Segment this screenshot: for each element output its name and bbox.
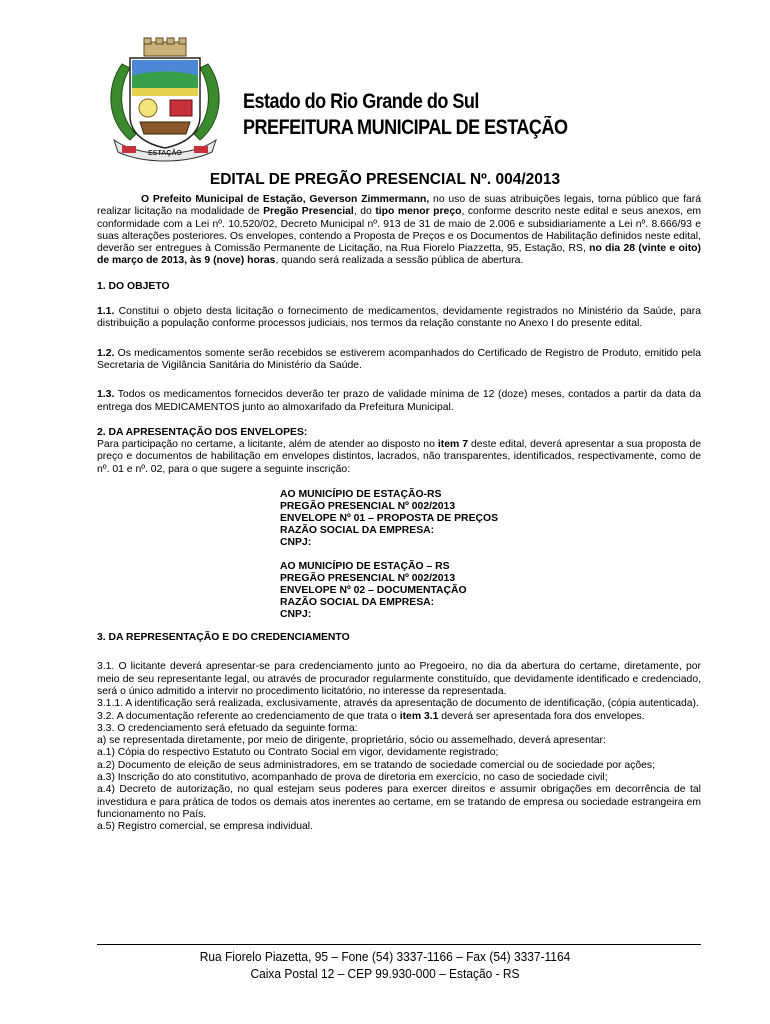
paragraph-2-1 xyxy=(97,439,701,476)
paragraph-1-1 xyxy=(97,306,701,331)
envelope-2-line: RAZÃO SOCIAL DA EMPRESA: xyxy=(280,597,435,609)
crest-ribbon-text: ESTAÇÃO xyxy=(148,150,182,157)
section-3-title: 3. DA REPRESENTAÇÃO E DO CREDENCIAMENTO xyxy=(97,632,350,644)
paragraph-1-3 xyxy=(97,389,701,414)
envelope-1-line: CNPJ: xyxy=(280,537,312,549)
paragraph-3-2-text-b: deverá ser apresentada fora dos envelopes. xyxy=(438,710,645,722)
prefeitura-name: PREFEITURA MUNICIPAL DE ESTAÇÃO xyxy=(243,116,568,139)
paragraph-a3: a.3) Inscrição do ato constitutivo, acompanhado de prova de diretoria em exercício, no caso de sociedade civil; xyxy=(97,772,608,784)
paragraph-2-1-item: item 7 xyxy=(437,439,468,451)
intro-paragraph xyxy=(97,194,701,268)
paragraph-3-1-1: 3.1.1. A identificação será realizada, exclusivamente, através da apresentação de documento de identificação, (cópia autenticada). xyxy=(97,698,699,710)
paragraph-3-2-text-a: 3.2. A documentação referente ao credenciamento de que trata o xyxy=(97,710,400,722)
paragraph-2-1-text-b: deste edital, deverá apresentar a sua proposta de preço e documentos de habilitação em envelopes distintos, lacrados, não transparentes, identificados, respectivamente, como de nº. 01 e nº. 02, para o que sugere a seguinte inscrição: xyxy=(97,439,701,475)
envelope-2-line: AO MUNICÍPIO DE ESTAÇÃO – RS xyxy=(280,561,450,573)
paragraph-1-2-text: Os medicamentos somente serão recebidos se estiverem acompanhados do Certificado de Registro de Produto, emitido pela Secretaria de Vigilância Sanitária do Ministério da Saúde. xyxy=(97,347,701,371)
envelope-1-line: RAZÃO SOCIAL DA EMPRESA: xyxy=(280,525,435,537)
municipal-coat-of-arms-icon xyxy=(100,36,230,164)
paragraph-2-1-text-a: Para participação no certame, a licitante, além de atender ao disposto no xyxy=(97,439,438,451)
section-2-title-text: 2. DA APRESENTAÇÃO DOS ENVELOPES xyxy=(97,426,304,438)
paragraph-3-1: 3.1. O licitante deverá apresentar-se para credenciamento junto ao Pregoeiro, no dia da abertura do certame, diretamente, por meio de seu representante legal, ou através de procurador regularmente constituído, que devidamente identificado e credenciado, será o único admitido a intervir no procedimento licitatório, no interesse da representada. xyxy=(97,661,701,697)
state-name: Estado do Rio Grande do Sul xyxy=(243,90,479,113)
footer-address: Rua Fiorelo Piazetta, 95 – Fone (54) 3337-1166 – Fax (54) 3337-1164 xyxy=(199,949,571,964)
intro-text-1: no uso de suas atribuições legais, torna público que fará realizar licitação na modalidade de xyxy=(97,194,701,218)
document-body xyxy=(97,194,701,834)
paragraph-a1: a.1) Cópia do respectivo Estatuto ou Contrato Social em vigor, devidamente registrado; xyxy=(97,747,499,759)
envelope-1-line: PREGÃO PRESENCIAL Nº 002/2013 xyxy=(280,501,456,513)
section-2-title-colon: : xyxy=(303,426,308,438)
paragraph-1-3-number: 1.3. xyxy=(97,389,115,401)
footer-divider xyxy=(97,944,701,945)
paragraph-a4: a.4) Decreto de autorização, no qual estejam seus poderes para exercer direitos e assumir obrigações em decorrência de tal investidura e para prática de todos os demais atos inerentes ao certame, em se tratando de empresa ou sociedade estrangeira em funcionamento no País. xyxy=(97,784,701,820)
intro-text-4: , quando será realizada a sessão pública de abertura. xyxy=(275,255,524,267)
section-2-title xyxy=(97,427,701,439)
intro-text-2: , do xyxy=(353,206,376,218)
paragraph-3-2-item: item 3.1 xyxy=(399,710,439,722)
footer-postal: Caixa Postal 12 – CEP 99.930-000 – Estação - RS xyxy=(250,966,520,981)
document-title: EDITAL DE PREGÃO PRESENCIAL Nº. 004/2013 xyxy=(209,171,561,188)
intro-mayor: O Prefeito Municipal de Estação, Geverson Zimmermann, xyxy=(141,194,430,205)
paragraph-3-3: 3.3. O credenciamento será efetuado da seguinte forma: xyxy=(97,722,358,734)
envelope-2-line: CNPJ: xyxy=(280,609,312,621)
intro-date: no dia 28 (vinte e oito) de março de 2013, às 9 (nove) horas xyxy=(97,243,701,267)
envelope-inscription xyxy=(280,489,701,621)
paragraph-1-2-number: 1.2. xyxy=(97,347,115,359)
envelope-2-line: PREGÃO PRESENCIAL Nº 002/2013 xyxy=(280,573,456,585)
paragraph-3-2 xyxy=(97,711,701,723)
paragraph-1-1-number: 1.1. xyxy=(97,306,115,318)
paragraph-1-2 xyxy=(97,348,701,373)
intro-type: tipo menor preço xyxy=(375,206,462,218)
intro-text-3: , conforme descrito neste edital e seus anexos, em conformidade com a Lei nº. 10.520/02, Decreto Municipal nº. 913 de 31 de maio de 2.006 e subsidiariamente a Lei nº. 8.666/93 e suas alterações posteriores. Os envelopes, contendo a Proposta de Preços e os Documentos de Habilitação definidos neste edital, deverão ser entregues à Comissão Permanente de Licitação, na Rua Fiorelo Piazzetta, 95, Estação, RS, xyxy=(97,206,702,255)
paragraph-1-3-text: Todos os medicamentos fornecidos deverão ter prazo de validade mínima de 12 (doze) meses, contados a partir da data da entrega dos MEDICAMENTOS junto ao almoxarifado da Prefeitura Municipal. xyxy=(97,389,701,413)
envelope-2-line: ENVELOPE Nº 02 – DOCUMENTAÇÃO xyxy=(280,585,467,597)
section-1-title: 1. DO OBJETO xyxy=(97,280,170,292)
paragraph-a2: a.2) Documento de eleição de seus administradores, em se tratando de sociedade comercial ou de sociedade por ações; xyxy=(97,759,655,771)
paragraph-1-1-text: Constitui o objeto desta licitação o fornecimento de medicamentos, devidamente registrados no Ministério da Saúde, para distribuição a população conforme processos judiciais, nos termos da relação constante no Anexo I do presente edital. xyxy=(97,306,701,330)
envelope-1-line: ENVELOPE Nº 01 – PROPOSTA DE PREÇOS xyxy=(280,513,499,525)
envelope-1-line: AO MUNICÍPIO DE ESTAÇÃO-RS xyxy=(280,489,442,501)
intro-modality: Pregão Presencial xyxy=(263,206,354,218)
paragraph-a: a) se representada diretamente, por meio de dirigente, proprietário, sócio ou assemelhado, deverá apresentar: xyxy=(97,735,606,747)
letterhead xyxy=(100,36,740,164)
paragraph-a5: a.5) Registro comercial, se empresa individual. xyxy=(97,821,313,833)
